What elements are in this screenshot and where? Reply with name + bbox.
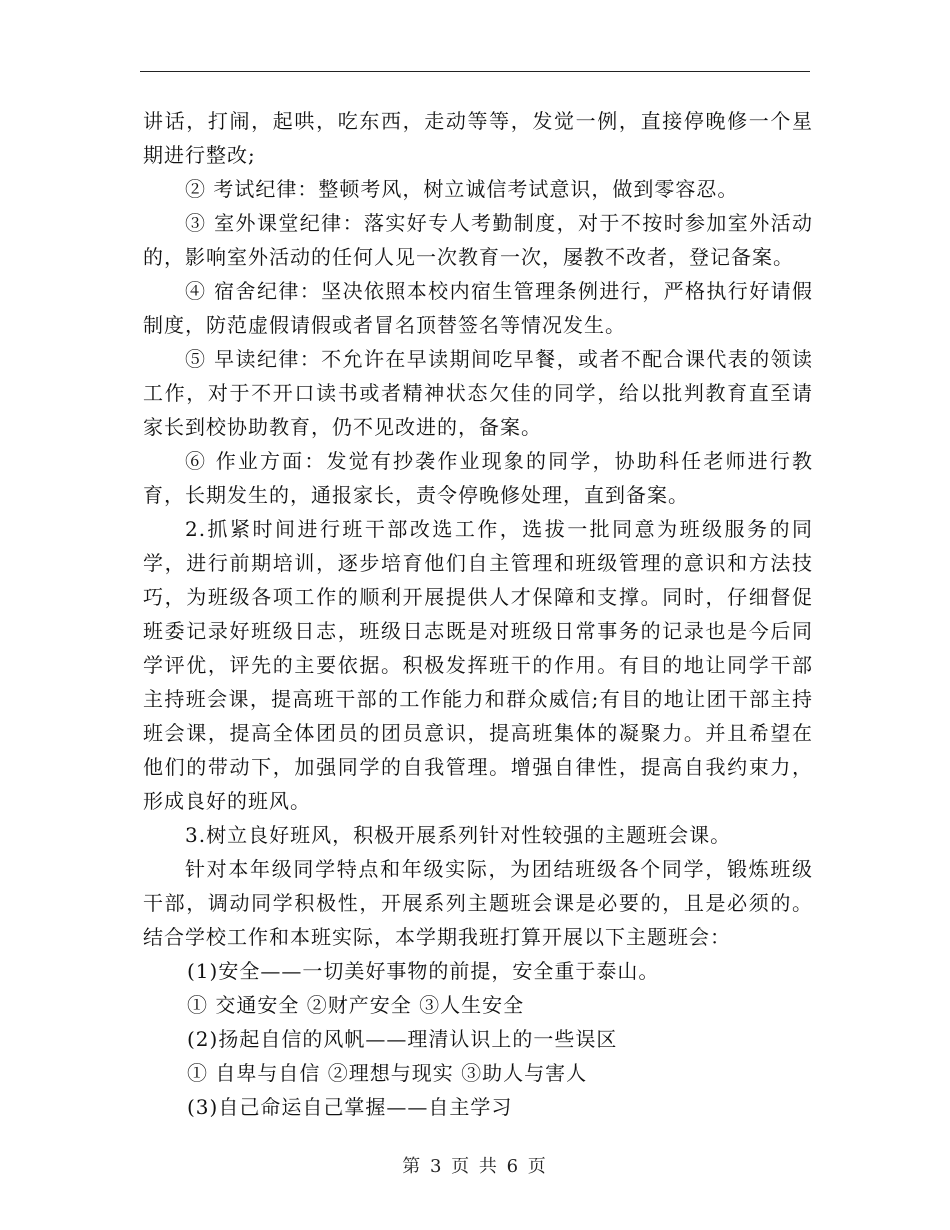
- list-item: (1)安全——一切美好事物的前提，安全重于泰山。: [187, 959, 660, 983]
- paragraph: 针对本年级同学特点和年级实际，为团结班级各个同学，锻炼班级干部，调动同学积极性，开展系列主题班会课是必要的，且是必须的。结合学校工作和本班实际，本学期我班打算开展以下主题班会：: [143, 857, 813, 949]
- page-footer: 第 3 页 共 6 页: [402, 1156, 548, 1177]
- paragraph: ⑤ 早读纪律：不允许在早读期间吃早餐，或者不配合课代表的领读工作，对于不开口读书或者精神状态欠佳的同学，给以批判教育直至请家长到校协助教育，仍不见改进的，备案。: [143, 347, 813, 439]
- paragraph: ④ 宿舍纪律：坚决依照本校内宿生管理条例进行，严格执行好请假制度，防范虚假请假或者冒名顶替签名等情况发生。: [143, 279, 813, 337]
- list-item: ① 交通安全 ②财产安全 ③人生安全: [187, 993, 525, 1017]
- header-rule: [140, 71, 810, 72]
- document-body: [143, 104, 813, 1124]
- list-item: ① 自卑与自信 ②理想与现实 ③助人与害人: [187, 1061, 588, 1085]
- paragraph: ⑥ 作业方面：发觉有抄袭作业现象的同学，协助科任老师进行教育，长期发生的，通报家长，责令停晚修处理，直到备案。: [143, 449, 813, 507]
- list-item: (3)自己命运自己掌握——自主学习: [187, 1095, 513, 1119]
- list-item: (2)扬起自信的风帆——理清认识上的一些误区: [187, 1027, 618, 1051]
- paragraph: 3.树立良好班风，积极开展系列针对性较强的主题班会课。: [185, 823, 732, 847]
- paragraph: ② 考试纪律：整顿考风，树立诚信考试意识，做到零容忍。: [185, 177, 739, 201]
- paragraph: 讲话，打闹，起哄，吃东西，走动等等，发觉一例，直接停晚修一个星期进行整改;: [143, 109, 813, 167]
- paragraph: 2.抓紧时间进行班干部改选工作，选拔一批同意为班级服务的同学，进行前期培训，逐步培育他们自主管理和班级管理的意识和方法技巧，为班级各项工作的顺利开展提供人才保障和支撑。同时，仔细督促班委记录好班级日志，班级日志既是对班级日常事务的记录也是今后同学评优，评先的主要依据。积极发挥班干的作用。有目的地让同学干部主持班会课，提高班干部的工作能力和群众威信;有目的地让团干部主持班会课，提高全体团员的团员意识，提高班集体的凝聚力。并且希望在他们的带动下，加强同学的自我管理。增强自律性，提高自我约束力，形成良好的班风。: [143, 517, 813, 813]
- paragraph: ③ 室外课堂纪律：落实好专人考勤制度，对于不按时参加室外活动的，影响室外活动的任何人见一次教育一次，屡教不改者，登记备案。: [143, 211, 813, 269]
